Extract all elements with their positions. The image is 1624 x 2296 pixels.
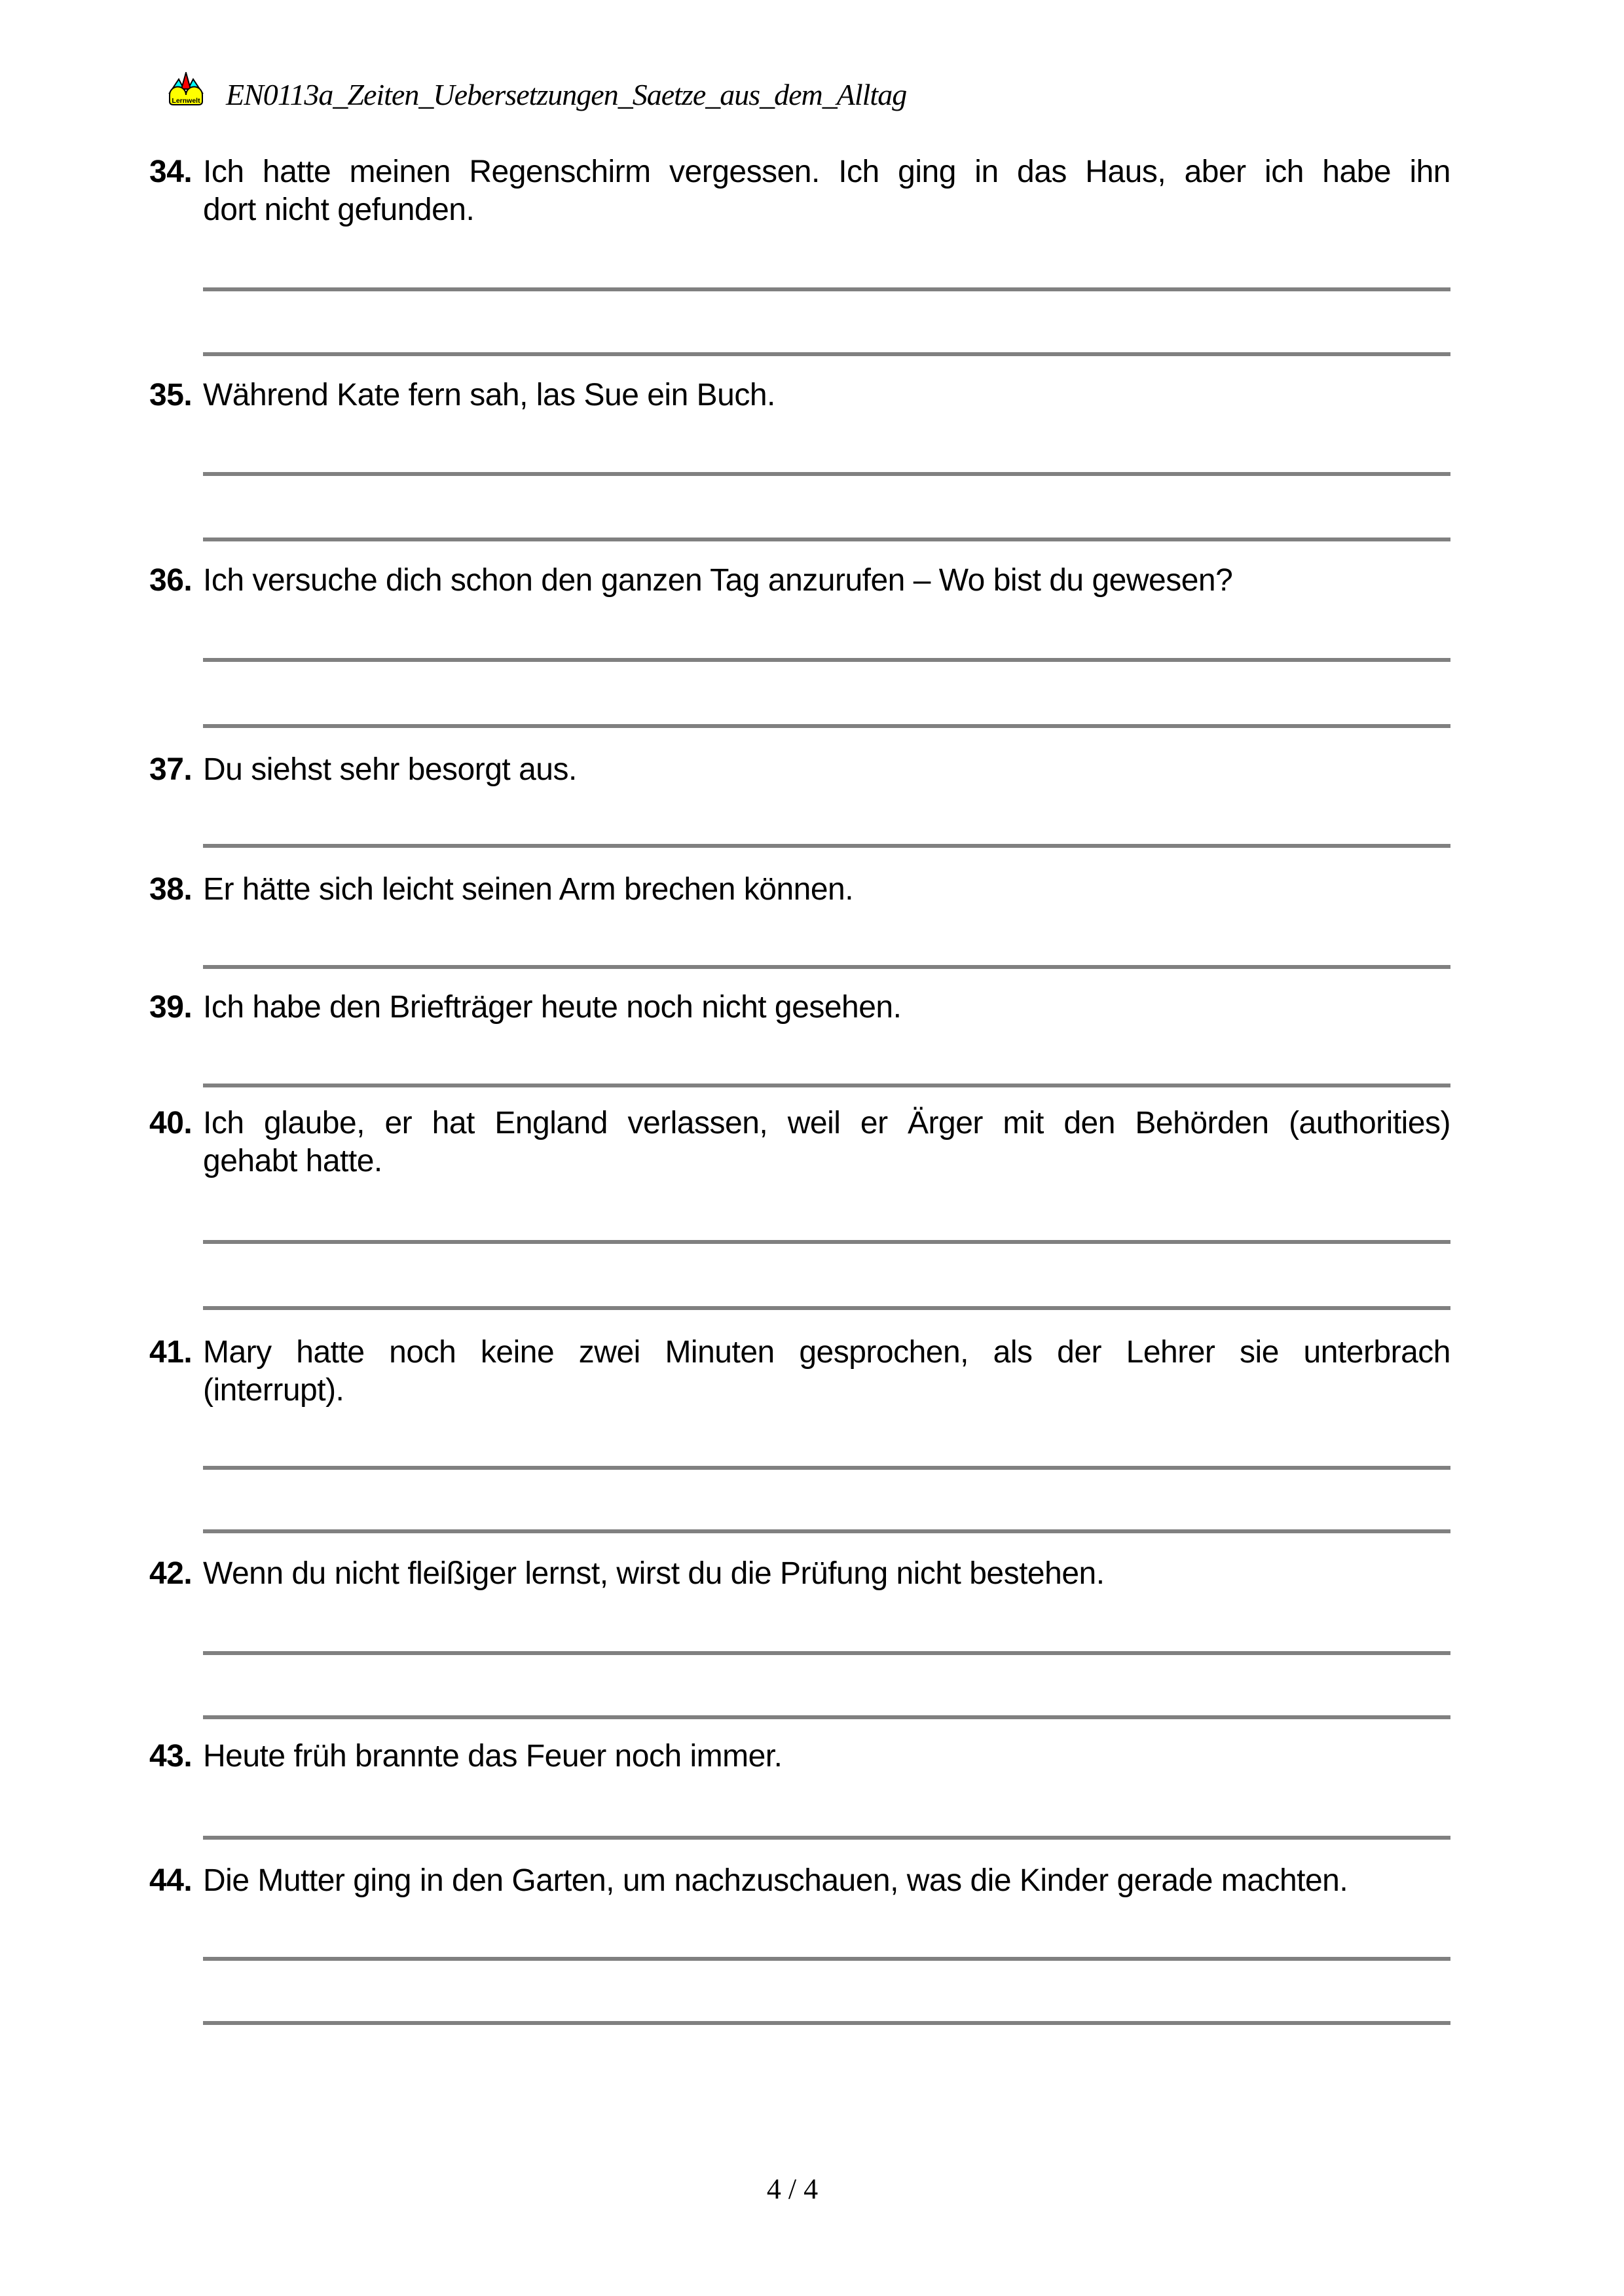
logo-label: Lernwelt	[172, 97, 200, 105]
item-text	[203, 871, 1450, 909]
answer-blank-line[interactable]	[203, 1957, 1450, 1961]
item-text-line: Du siehst sehr besorgt aus.	[203, 752, 577, 787]
answer-blank-line[interactable]	[203, 538, 1450, 541]
item-text	[203, 751, 1450, 789]
answer-blank-line[interactable]	[203, 1240, 1450, 1244]
answer-blank-line[interactable]	[203, 965, 1450, 969]
item-number: 34.	[149, 155, 193, 189]
answer-blank-line[interactable]	[203, 724, 1450, 728]
item-number: 42.	[149, 1556, 193, 1591]
item-text-line: Er hätte sich leicht seinen Arm brechen können.	[203, 872, 854, 907]
exercise-item	[149, 871, 1450, 909]
item-text	[203, 562, 1450, 600]
answer-blank-line[interactable]	[203, 472, 1450, 476]
item-text-line: Wenn du nicht fleißiger lernst, wirst du die Prüfung nicht bestehen.	[203, 1556, 1105, 1591]
answer-blank-line[interactable]	[203, 1306, 1450, 1310]
exercise-item	[149, 1862, 1450, 1900]
item-number: 44.	[149, 1863, 193, 1898]
item-number: 36.	[149, 563, 193, 598]
item-number: 38.	[149, 872, 193, 907]
exercise-item	[149, 1555, 1450, 1593]
answer-blank-line[interactable]	[203, 1715, 1450, 1719]
answer-blank-line[interactable]	[203, 352, 1450, 356]
answer-blank-line[interactable]	[203, 1836, 1450, 1840]
item-text	[203, 1104, 1450, 1180]
item-text-line: Die Mutter ging in den Garten, um nachzuschauen, was die Kinder gerade machten.	[203, 1863, 1348, 1898]
item-text-line: Heute früh brannte das Feuer noch immer.	[203, 1739, 783, 1774]
answer-blank-line[interactable]	[203, 1084, 1450, 1087]
item-number: 35.	[149, 378, 193, 412]
item-number: 40.	[149, 1106, 193, 1140]
item-text-line: Während Kate fern sah, las Sue ein Buch.	[203, 378, 775, 412]
item-number: 37.	[149, 752, 193, 787]
exercise-item	[149, 153, 1450, 229]
item-text	[203, 1738, 1450, 1776]
item-text	[203, 1555, 1450, 1593]
item-text	[203, 1862, 1450, 1900]
answer-blank-line[interactable]	[203, 844, 1450, 848]
item-text-line: Ich hatte meinen Regenschirm vergessen. Ich ging in das Haus, aber ich habe ihn	[203, 155, 1450, 189]
item-text-line: dort nicht gefunden.	[203, 192, 475, 227]
answer-blank-line[interactable]	[203, 287, 1450, 291]
answer-blank-line[interactable]	[203, 1651, 1450, 1655]
item-text-line: Ich habe den Briefträger heute noch nicht gesehen.	[203, 990, 902, 1025]
answer-blank-line[interactable]	[203, 2021, 1450, 2025]
answer-blank-line[interactable]	[203, 1529, 1450, 1533]
exercise-item	[149, 989, 1450, 1027]
item-number: 41.	[149, 1335, 193, 1370]
item-text-line: Mary hatte noch keine zwei Minuten gesprochen, als der Lehrer sie unterbrach	[203, 1335, 1450, 1370]
exercise-item	[149, 751, 1450, 789]
exercise-item	[149, 376, 1450, 414]
answer-blank-line[interactable]	[203, 1466, 1450, 1470]
exercise-item	[149, 1104, 1450, 1180]
item-text-line: (interrupt).	[203, 1373, 344, 1408]
logo-red-peak	[181, 73, 191, 89]
item-text	[203, 153, 1450, 229]
exercise-item	[149, 1738, 1450, 1776]
exercise-item	[149, 1334, 1450, 1410]
item-text-line: Ich glaube, er hat England verlassen, weil er Ärger mit den Behörden (authorities)	[203, 1106, 1450, 1140]
item-text	[203, 376, 1450, 414]
page-number: 4 / 4	[766, 2173, 819, 2205]
item-number: 39.	[149, 990, 193, 1025]
item-text	[203, 989, 1450, 1027]
item-text	[203, 1334, 1450, 1410]
answer-blank-line[interactable]	[203, 658, 1450, 662]
item-number: 43.	[149, 1739, 193, 1774]
exercise-item	[149, 562, 1450, 600]
item-text-line: Ich versuche dich schon den ganzen Tag anzurufen – Wo bist du gewesen?	[203, 563, 1233, 598]
document-title: EN0113a_Zeiten_Uebersetzungen_Saetze_aus_dem_Alltag	[226, 78, 907, 111]
item-text-line: gehabt hatte.	[203, 1144, 382, 1178]
lernwelt-logo-icon	[168, 72, 204, 106]
